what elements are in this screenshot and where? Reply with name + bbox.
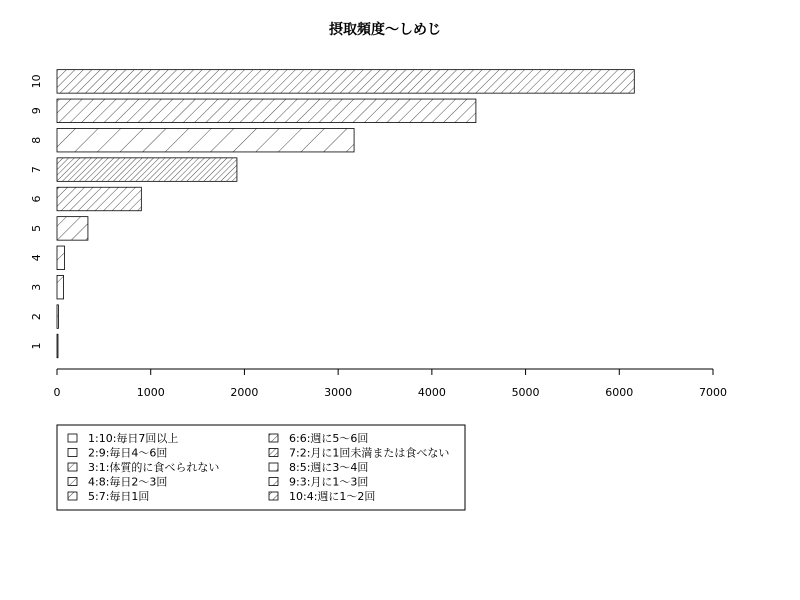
bar-8 — [57, 128, 354, 152]
legend-swatch — [269, 492, 278, 500]
x-tick-label: 6000 — [605, 386, 634, 399]
legend-swatch — [68, 478, 77, 486]
legend — [57, 425, 465, 510]
x-tick-label: 5000 — [511, 386, 540, 399]
legend-label: 8:5:週に3〜4回 — [289, 461, 369, 474]
bar-5 — [57, 217, 88, 241]
legend-label: 10:4:週に1〜2回 — [289, 490, 376, 503]
y-axis — [30, 74, 43, 349]
bar-10 — [57, 70, 634, 94]
y-tick-label: 1 — [30, 342, 43, 350]
y-tick-label: 6 — [30, 195, 43, 203]
legend-swatch — [68, 434, 77, 442]
legend-label: 4:8:毎日2〜3回 — [88, 475, 168, 489]
bars — [57, 70, 634, 358]
x-tick-label: 4000 — [417, 386, 446, 399]
legend-label: 6:6:週に5〜6回 — [289, 432, 369, 445]
y-tick-label: 9 — [30, 107, 43, 115]
y-tick-label: 5 — [30, 224, 43, 232]
y-tick-label: 3 — [30, 283, 43, 291]
legend-swatch — [269, 434, 278, 442]
legend-label: 3:1:体質的に食べられない — [88, 461, 220, 474]
legend-label: 2:9:毎日4〜6回 — [88, 446, 168, 460]
bar-4 — [57, 246, 64, 269]
legend-label: 5:7:毎日1回 — [88, 490, 150, 503]
x-axis — [54, 369, 728, 399]
x-tick-label: 1000 — [136, 386, 165, 399]
legend-swatch — [68, 492, 77, 500]
legend-label: 7:2:月に1回未満または食べない — [289, 446, 450, 460]
y-tick-label: 4 — [30, 254, 43, 262]
y-tick-label: 2 — [30, 313, 43, 321]
legend-label: 1:10:毎日7回以上 — [88, 432, 179, 445]
x-tick-label: 7000 — [699, 386, 727, 399]
legend-swatch — [68, 463, 77, 471]
y-tick-label: 10 — [30, 74, 43, 89]
legend-swatch — [269, 463, 278, 471]
bar-3 — [57, 275, 64, 299]
y-tick-label: 8 — [30, 136, 43, 144]
bar-9 — [57, 99, 476, 123]
legend-label: 9:3:月に1〜3回 — [289, 475, 369, 489]
chart-title: 摂取頻度〜しめじ — [329, 22, 441, 38]
legend-swatch — [269, 449, 278, 457]
x-tick-label: 0 — [53, 386, 61, 399]
bar-1 — [57, 334, 58, 358]
x-tick-label: 3000 — [324, 386, 353, 399]
bar-2 — [57, 305, 58, 329]
legend-swatch — [68, 449, 77, 457]
bar-7 — [57, 158, 237, 182]
legend-swatch — [269, 478, 278, 486]
y-tick-label: 7 — [30, 166, 43, 174]
bar-6 — [57, 187, 141, 211]
x-tick-label: 2000 — [230, 386, 259, 399]
